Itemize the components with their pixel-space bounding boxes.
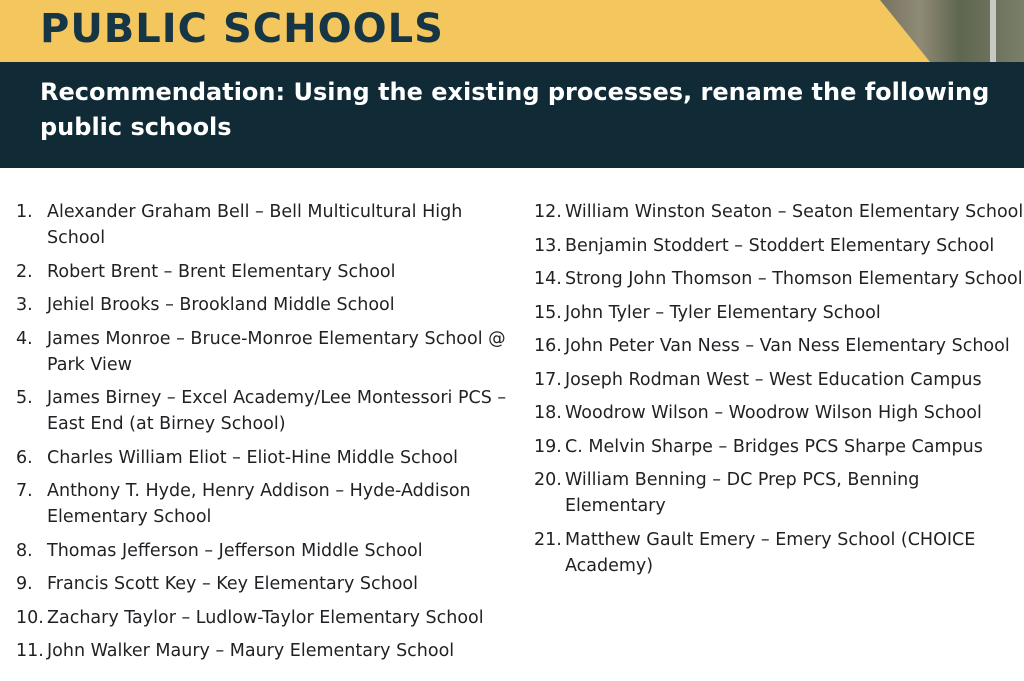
school-list-item xyxy=(525,266,1024,292)
list-item-number: 11. xyxy=(16,641,44,661)
list-item-text: Woodrow Wilson – Woodrow Wilson High School xyxy=(565,403,982,423)
list-item-text: William Winston Seaton – Seaton Elementary School xyxy=(565,202,1024,222)
list-item-text: Zachary Taylor – Ludlow-Taylor Elementary School xyxy=(47,607,484,628)
list-item-text: Francis Scott Key – Key Elementary School xyxy=(47,574,418,594)
school-list-item xyxy=(0,538,510,564)
list-item-text: Alexander Graham Bell – Bell Multicultural High School xyxy=(47,202,463,248)
school-list-item xyxy=(525,367,1024,393)
school-list-item xyxy=(525,434,1024,460)
school-list-item xyxy=(0,385,510,437)
list-item-text: Benjamin Stoddert – Stoddert Elementary School xyxy=(565,235,995,256)
list-item-text: Thomas Jefferson – Jefferson Middle School xyxy=(47,540,423,561)
school-list-item xyxy=(525,199,1024,225)
list-item-text: William Benning – DC Prep PCS, Benning Elementary xyxy=(565,470,920,516)
list-item-number: 6. xyxy=(16,447,33,468)
school-list-item xyxy=(525,400,1024,426)
list-item-text: Robert Brent – Brent Elementary School xyxy=(47,261,396,282)
list-item-text: Strong John Thomson – Thomson Elementary School xyxy=(565,269,1023,289)
school-list-item xyxy=(525,233,1024,259)
list-item-text: Jehiel Brooks – Brookland Middle School xyxy=(47,295,395,315)
list-item-number: 16. xyxy=(534,336,562,356)
school-list-item xyxy=(0,199,510,251)
list-item-number: 14. xyxy=(534,269,562,289)
school-list-item xyxy=(0,259,510,285)
list-item-text: Charles William Eliot – Eliot-Hine Middle School xyxy=(47,447,459,468)
list-item-number: 9. xyxy=(16,574,33,594)
school-list-item xyxy=(0,571,510,597)
list-item-text: C. Melvin Sharpe – Bridges PCS Sharpe Campus xyxy=(565,436,983,457)
list-item-number: 7. xyxy=(16,481,33,501)
list-item-number: 21. xyxy=(534,529,562,550)
school-list-left xyxy=(0,199,510,672)
recommendation-text xyxy=(40,75,1000,145)
list-item-text: Joseph Rodman West – West Education Campus xyxy=(565,369,982,390)
list-item-text: Anthony T. Hyde, Henry Addison – Hyde-Addison Elementary School xyxy=(47,481,471,527)
list-item-number: 12. xyxy=(534,202,562,222)
school-list-item xyxy=(0,292,510,318)
list-item-number: 1. xyxy=(16,202,33,222)
school-list-right xyxy=(525,199,1024,586)
list-item-text: John Tyler – Tyler Elementary School xyxy=(565,302,881,323)
school-list-item xyxy=(525,300,1024,326)
list-item-text: James Monroe – Bruce-Monroe Elementary School @ Park View xyxy=(47,328,506,375)
recommendation-label: Recommendation: xyxy=(40,78,286,106)
recommendation-band xyxy=(0,62,1024,168)
recommendation-body: Using the existing processes, rename the following public schools xyxy=(40,78,990,141)
list-item-number: 18. xyxy=(534,403,562,423)
list-item-number: 15. xyxy=(534,302,562,323)
school-list-item xyxy=(525,527,1024,579)
school-list-item xyxy=(0,326,510,378)
list-item-number: 10. xyxy=(16,607,44,628)
list-item-number: 17. xyxy=(534,369,562,390)
list-item-text: Matthew Gault Emery – Emery School (CHOICE Academy) xyxy=(565,529,976,576)
title-band xyxy=(0,0,1024,62)
list-item-number: 8. xyxy=(16,540,33,561)
list-item-text: James Birney – Excel Academy/Lee Montessori PCS – East End (at Birney School) xyxy=(47,388,507,434)
list-item-number: 3. xyxy=(16,295,33,315)
school-list-item xyxy=(525,333,1024,359)
school-list-item xyxy=(0,605,510,631)
list-item-text: John Walker Maury – Maury Elementary School xyxy=(47,641,455,661)
school-list-item xyxy=(0,445,510,471)
list-item-number: 4. xyxy=(16,328,33,349)
school-list-item xyxy=(0,478,510,530)
list-item-number: 20. xyxy=(534,470,562,490)
list-item-number: 5. xyxy=(16,388,33,408)
school-list-item xyxy=(0,638,510,664)
list-item-text: John Peter Van Ness – Van Ness Elementary School xyxy=(565,336,1010,356)
page-title: PUBLIC SCHOOLS xyxy=(40,6,444,52)
school-list-item xyxy=(525,467,1024,519)
list-item-number: 13. xyxy=(534,235,562,256)
list-item-number: 2. xyxy=(16,261,33,282)
list-item-number: 19. xyxy=(534,436,562,457)
